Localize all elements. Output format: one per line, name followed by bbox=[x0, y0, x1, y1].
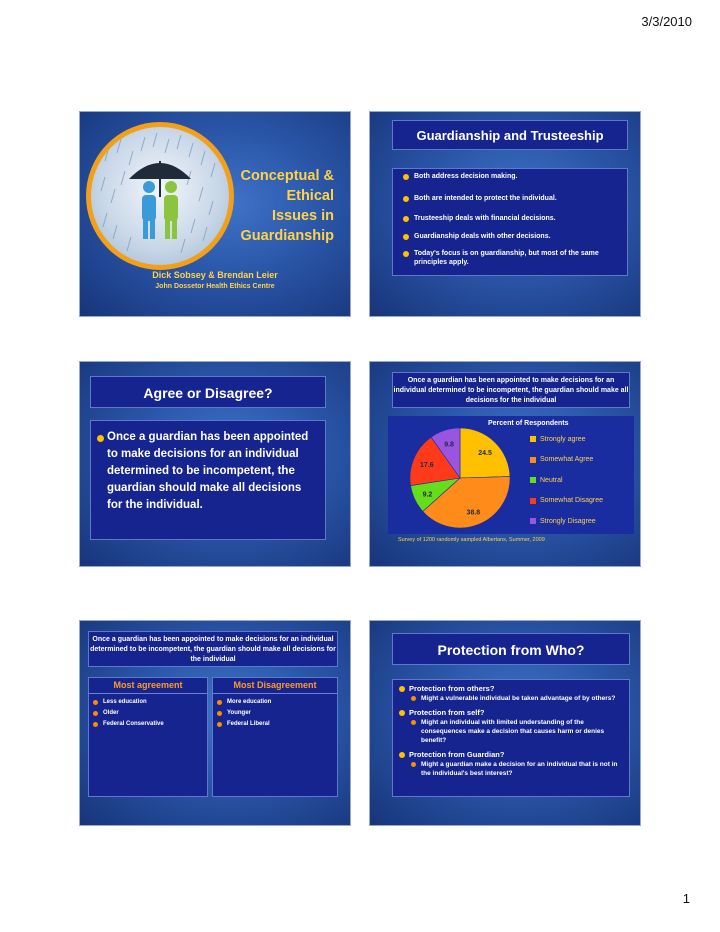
item-text: Older bbox=[103, 710, 119, 716]
slide-6-title: Protection from Who? bbox=[392, 633, 630, 665]
slide-6-content bbox=[392, 679, 630, 797]
slide-5-agreement-comparison bbox=[80, 621, 350, 825]
legend-label: Somewhat Agree bbox=[540, 456, 594, 464]
bullet-text: Might an individual with limited understanding of the consequences make a decision that causes harm or denies benefit? bbox=[421, 719, 605, 744]
bullet-dot bbox=[217, 711, 222, 716]
slide-2-title: Guardianship and Trusteeship bbox=[392, 120, 628, 150]
bullet-dot bbox=[399, 752, 405, 758]
list-item bbox=[217, 708, 337, 719]
slide-3-content bbox=[90, 420, 326, 540]
bullet-text: Guardianship deals with other decisions. bbox=[414, 233, 551, 240]
umbrella-people-icon bbox=[91, 127, 229, 265]
bullet-item bbox=[399, 684, 623, 694]
title-line: Ethical bbox=[286, 188, 334, 204]
bullet-dot bbox=[93, 700, 98, 705]
bullet-dot bbox=[217, 722, 222, 727]
bullet-text: Might a vulnerable individual be taken advantage of by others? bbox=[421, 695, 616, 702]
list-item bbox=[217, 697, 337, 708]
pie-chart-panel bbox=[388, 416, 634, 534]
pie-data-label: 17.6 bbox=[420, 461, 434, 469]
legend-item-neutral bbox=[530, 470, 630, 491]
sub-bullet-item bbox=[399, 694, 623, 703]
bullet-text: Might a guardian make a decision for an individual that is not in the individual's best interest? bbox=[421, 761, 618, 777]
bullet-item bbox=[403, 172, 621, 194]
pie-data-label: 24.5 bbox=[478, 450, 492, 458]
item-text: Federal Liberal bbox=[227, 721, 270, 727]
title-emblem bbox=[86, 122, 234, 270]
affiliation: John Dossetor Health Ethics Centre bbox=[155, 283, 275, 290]
pie-data-label: 9.8 bbox=[444, 441, 454, 449]
bullet-dot bbox=[399, 710, 405, 716]
bullet-item bbox=[399, 708, 623, 718]
bullet-dot bbox=[411, 762, 416, 767]
slide-3-agree-disagree bbox=[80, 362, 350, 566]
item-text: Less education bbox=[103, 699, 147, 705]
slide-2-content bbox=[392, 168, 628, 276]
slide-4-title: Once a guardian has been appointed to make decisions for an individual determined to be incompetent, the guardian should make all decisions for the individual bbox=[392, 372, 630, 408]
bullet-dot bbox=[403, 196, 409, 202]
legend-swatch bbox=[530, 518, 536, 524]
bullet-item bbox=[403, 194, 621, 214]
bullet-dot bbox=[97, 435, 104, 442]
legend-swatch bbox=[530, 498, 536, 504]
item-text: Younger bbox=[227, 710, 251, 716]
bullet-item bbox=[403, 249, 621, 267]
bullet-item bbox=[403, 232, 621, 249]
slide-6-protection-from-who bbox=[370, 621, 640, 825]
slide-1-title-text bbox=[214, 166, 334, 246]
sub-bullet-item bbox=[399, 760, 623, 778]
authors: Dick Sobsey & Brendan Leier bbox=[152, 270, 278, 280]
statement-text: Once a guardian has been appointed to make decisions for an individual determined to be incompetent, the guardian should make all decisions for the individual. bbox=[107, 431, 309, 511]
bullet-text: Trusteeship deals with financial decisions. bbox=[414, 215, 556, 222]
legend-swatch bbox=[530, 436, 536, 442]
column-most-agreement bbox=[88, 677, 208, 797]
bullet-text: Protection from Guardian? bbox=[409, 750, 505, 759]
page-number: 1 bbox=[682, 891, 690, 906]
slide-4-survey-chart bbox=[370, 362, 640, 566]
legend-item-somewhat-agree bbox=[530, 450, 630, 471]
legend-label: Somewhat Disagree bbox=[540, 497, 604, 505]
bullet-dot bbox=[93, 722, 98, 727]
list-item bbox=[93, 719, 207, 730]
sub-bullet-item bbox=[399, 718, 623, 745]
legend-label: Strongly Disagree bbox=[540, 517, 596, 525]
bullet-dot bbox=[411, 696, 416, 701]
bullet-dot bbox=[217, 700, 222, 705]
bullet-text: Protection from others? bbox=[409, 684, 495, 693]
column-most-disagreement bbox=[212, 677, 338, 797]
bullet-text: Today's focus is on guardianship, but most of the same principles apply. bbox=[414, 250, 599, 266]
legend-label: Strongly agree bbox=[540, 435, 586, 443]
legend-label: Neutral bbox=[540, 476, 563, 484]
bullet-text: Both are intended to protect the individual. bbox=[414, 195, 557, 202]
bullet-dot bbox=[411, 720, 416, 725]
column-heading: Most agreement bbox=[89, 678, 207, 694]
title-line: Guardianship bbox=[240, 228, 334, 244]
legend-swatch bbox=[530, 457, 536, 463]
chart-legend bbox=[530, 429, 630, 532]
item-text: More education bbox=[227, 699, 272, 705]
slide-1-title bbox=[80, 112, 350, 316]
bullet-dot bbox=[403, 251, 409, 257]
legend-item-somewhat-disagree bbox=[530, 491, 630, 512]
print-date: 3/3/2010 bbox=[641, 14, 692, 29]
slide-2-guardianship-trusteeship bbox=[370, 112, 640, 316]
bullet-dot bbox=[399, 686, 405, 692]
bullet-text: Both address decision making. bbox=[414, 173, 518, 180]
statement bbox=[97, 429, 319, 514]
bullet-item bbox=[403, 214, 621, 232]
item-text: Federal Conservative bbox=[103, 721, 164, 727]
column-heading: Most Disagreement bbox=[213, 678, 337, 694]
chart-title: Percent of Respondents bbox=[488, 420, 569, 427]
list-item bbox=[93, 708, 207, 719]
slide-3-title: Agree or Disagree? bbox=[90, 376, 326, 408]
legend-item-strongly-agree bbox=[530, 429, 630, 450]
pie-data-label: 38.8 bbox=[466, 509, 481, 517]
title-line: Conceptual & bbox=[240, 168, 334, 184]
bullet-dot bbox=[403, 216, 409, 222]
list-item bbox=[217, 719, 337, 730]
bullet-dot bbox=[93, 711, 98, 716]
pie-data-label: 9.2 bbox=[422, 491, 433, 499]
slide-5-title: Once a guardian has been appointed to make decisions for an individual determined to be incompetent, the guardian should make all decisions for the individual bbox=[88, 631, 338, 667]
bullet-item bbox=[399, 750, 623, 760]
legend-item-strongly-disagree bbox=[530, 511, 630, 532]
bullet-dot bbox=[403, 174, 409, 180]
bullet-text: Protection from self? bbox=[409, 708, 485, 717]
list-item bbox=[93, 697, 207, 708]
title-line: Issues in bbox=[271, 208, 334, 224]
bullet-dot bbox=[403, 234, 409, 240]
legend-swatch bbox=[530, 477, 536, 483]
survey-source: Survey of 1200 randomly sampled Albertans, Summer, 2009 bbox=[398, 537, 545, 543]
